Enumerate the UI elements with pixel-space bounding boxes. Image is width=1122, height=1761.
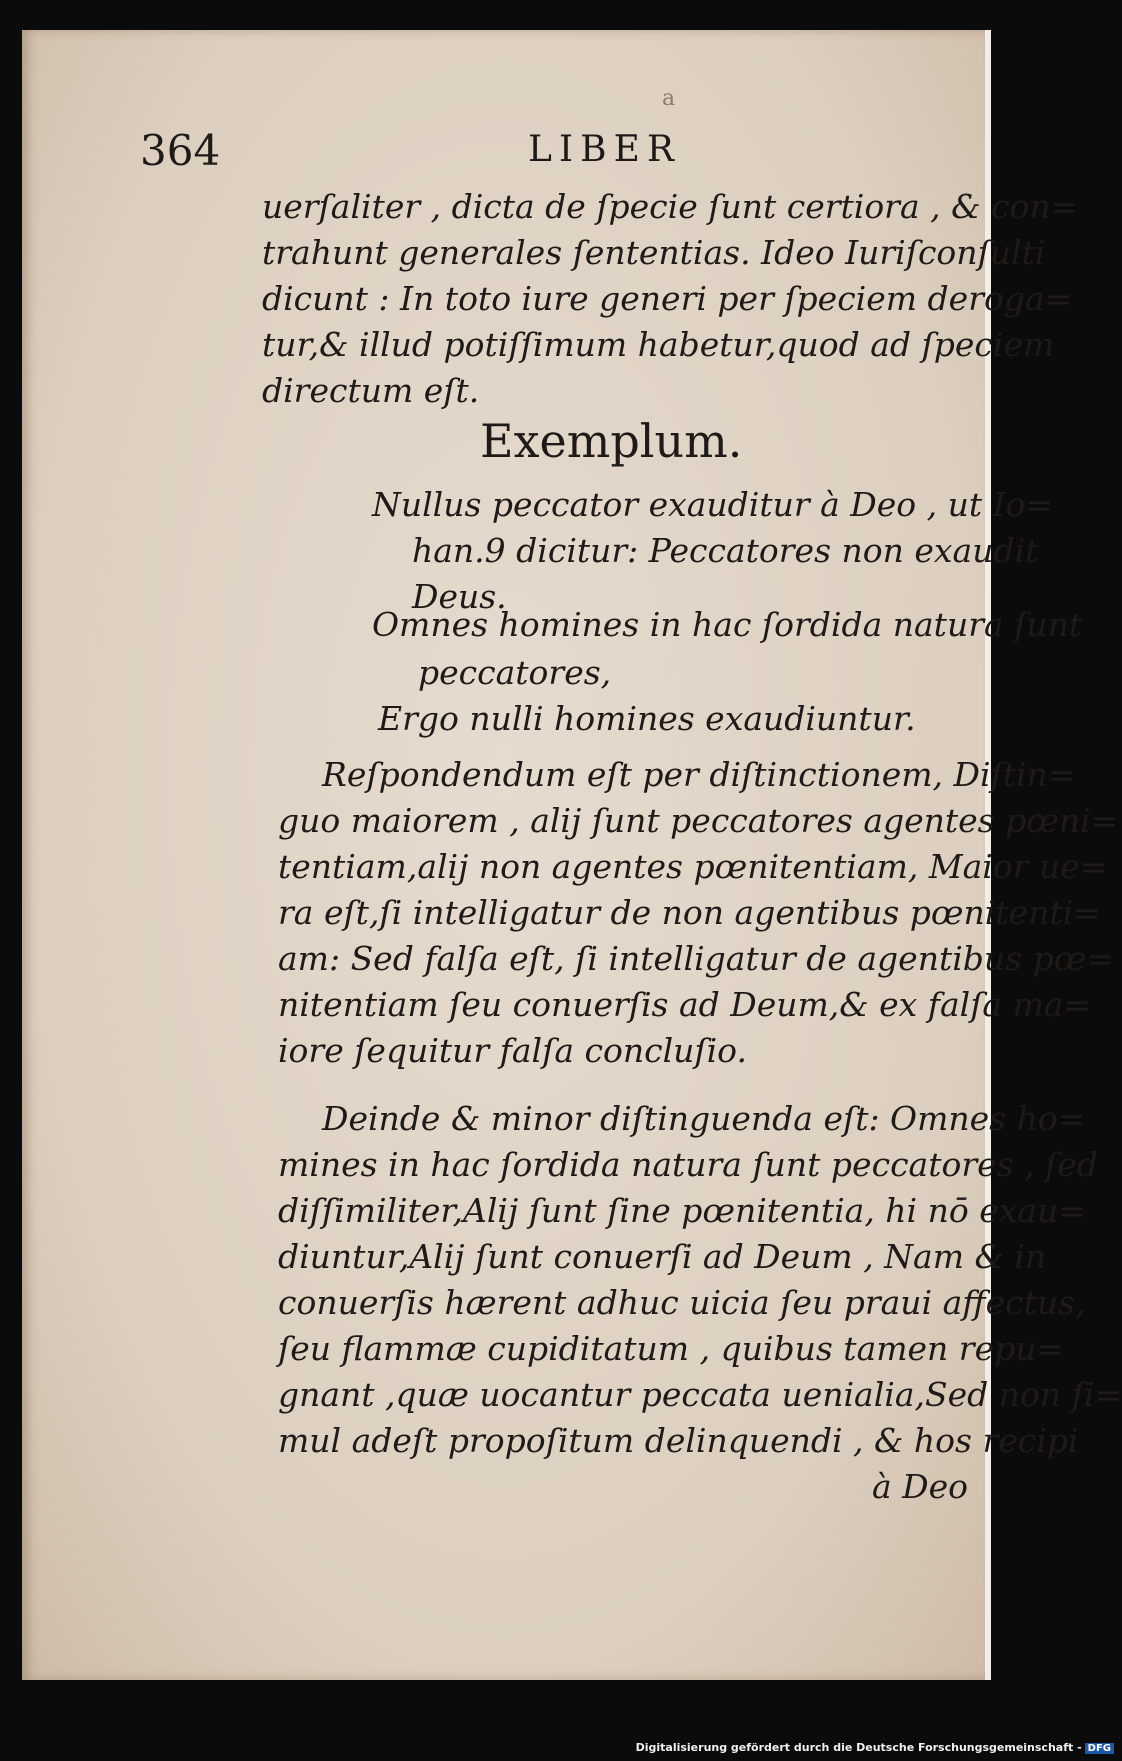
digitization-credit xyxy=(636,1741,1114,1754)
paragraph-line: conuerſis hærent adhuc uicia ſeu praui affectus, xyxy=(278,1283,1086,1322)
paragraph-line: tentiam,alij non agentes pœnitentiam, Maior ue= xyxy=(278,847,1108,886)
paragraph-line: diſſimiliter,Alij ſunt ſine pœnitentia, hi nō exau= xyxy=(278,1191,1086,1230)
dfg-logo: DFG xyxy=(1085,1743,1114,1754)
syllogism-line: han.9 dicitur: Peccatores non exaudit xyxy=(412,531,1039,570)
text-line: directum eſt. xyxy=(262,371,480,410)
paragraph-line: nitentiam ſeu conuerſis ad Deum,& ex falſa ma= xyxy=(278,985,1092,1024)
paragraph-line: mines in hac ſordida natura ſunt peccatores , ſed xyxy=(278,1145,1098,1184)
syllogism-line: Ergo nulli homines exaudiuntur. xyxy=(378,699,916,738)
paragraph-line: am: Sed falſa eſt, ſi intelligatur de agentibus pœ= xyxy=(278,939,1114,978)
paragraph-line: Reſpondendum eſt per diſtinctionem, Diſtin= xyxy=(322,755,1076,794)
paragraph-line: ra eſt,ſi intelligatur de non agentibus pœnitenti= xyxy=(278,893,1101,932)
credit-text: Digitalisierung gefördert durch die Deutsche Forschungsgemeinschaft - xyxy=(635,1741,1082,1754)
page-number: 364 xyxy=(140,126,221,175)
text-line: dicunt : In toto iure generi per ſpeciem deroga= xyxy=(262,279,1073,318)
section-heading: Exemplum. xyxy=(480,414,743,468)
syllogism-line: Nullus peccator exauditur à Deo , ut Io= xyxy=(372,485,1054,524)
marginal-mark: a xyxy=(662,86,676,111)
paragraph-line: guo maiorem , alij ſunt peccatores agentes pœni= xyxy=(278,801,1119,840)
text-line: uerſaliter , dicta de ſpecie ſunt certiora , & con= xyxy=(262,187,1079,226)
paragraph-line: diuntur,Alij ſunt conuerſi ad Deum , Nam & in xyxy=(278,1237,1047,1276)
paragraph-line: Deinde & minor diſtinguenda eſt: Omnes ho= xyxy=(322,1099,1086,1138)
syllogism-line: Omnes homines in hac ſordida natura ſunt xyxy=(372,605,1083,644)
paragraph-line: mul adeſt propoſitum delinquendi , & hos recipi xyxy=(278,1421,1079,1460)
paragraph-line: gnant ,quæ uocantur peccata uenialia,Sed non ſi= xyxy=(278,1375,1122,1414)
catchword: à Deo xyxy=(872,1467,969,1506)
paragraph-line: ſeu flammæ cupiditatum , quibus tamen repu= xyxy=(278,1329,1065,1368)
running-head: LIBER xyxy=(528,129,681,170)
text-line: tur,& illud potiſſimum habetur,quod ad ſpeciem xyxy=(262,325,1055,364)
paragraph-line: iore ſequitur falſa concluſio. xyxy=(278,1031,747,1070)
text-line: trahunt generales ſententias. Ideo Iuriſconſulti xyxy=(262,233,1046,272)
syllogism-line: Deus. xyxy=(412,577,507,616)
syllogism-line: peccatores, xyxy=(418,653,612,692)
